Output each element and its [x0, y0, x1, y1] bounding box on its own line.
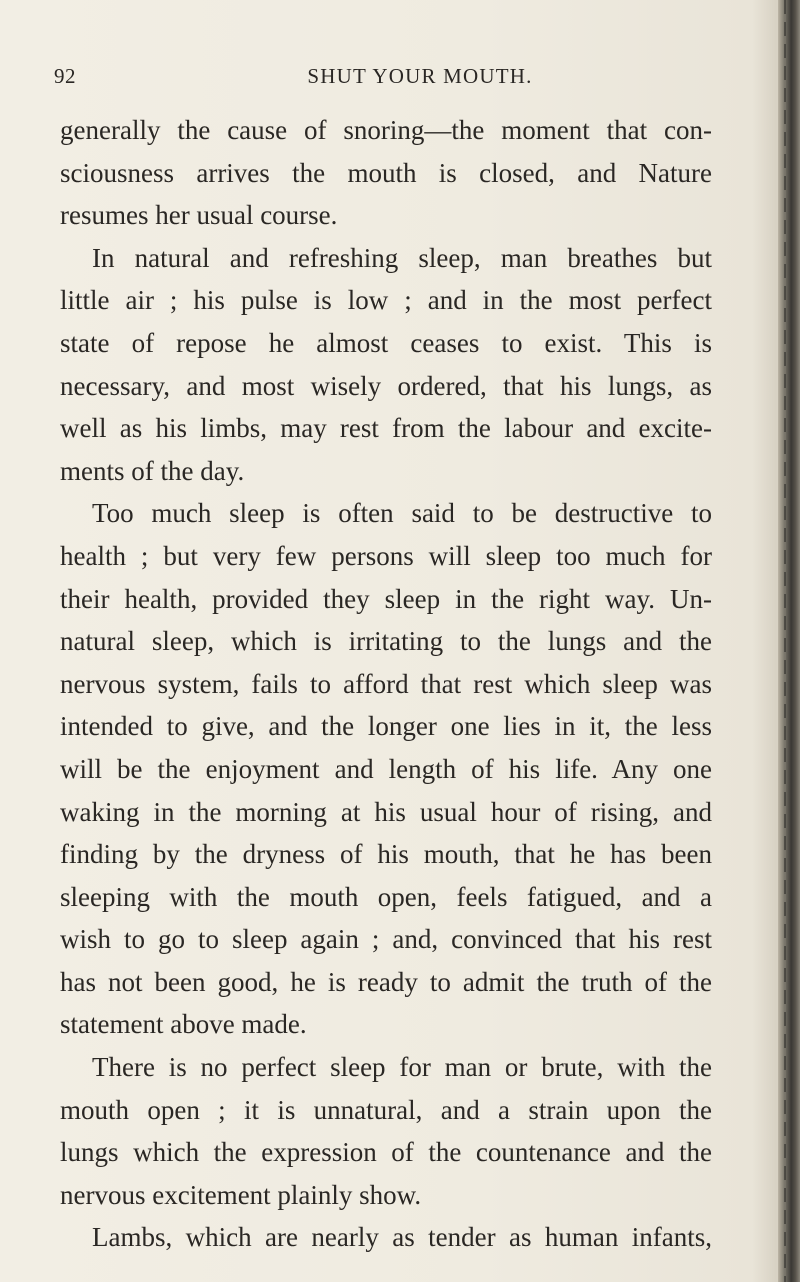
text-line: necessary, and most wisely ordered, that his lungs, as	[60, 370, 712, 401]
running-head	[54, 64, 726, 94]
text-line: In natural and refreshing sleep, man breathes but	[92, 242, 712, 273]
text-line: finding by the dryness of his mouth, that he has been	[60, 839, 712, 870]
text-line: Too much sleep is often said to be destructive to	[92, 498, 712, 529]
text-line: ments of the day.	[60, 455, 245, 486]
text-line: state of repose he almost ceases to exist. This is	[60, 327, 712, 358]
text-line: will be the enjoyment and length of his life. Any one	[60, 753, 712, 784]
text-line: waking in the morning at his usual hour of rising, and	[60, 796, 712, 827]
text-line: their health, provided they sleep in the right way. Un-	[60, 583, 712, 614]
text-line: wish to go to sleep again ; and, convinced that his rest	[60, 924, 712, 955]
text-line: well as his limbs, may rest from the labour and excite-	[60, 413, 712, 444]
body-text	[60, 109, 712, 1259]
text-line: sleeping with the mouth open, feels fatigued, and a	[60, 881, 712, 912]
text-line: intended to give, and the longer one lies in it, the less	[60, 711, 712, 742]
text-line: resumes her usual course.	[60, 200, 338, 231]
text-line: lungs which the expression of the countenance and the	[60, 1137, 712, 1168]
text-line: has not been good, he is ready to admit the truth of the	[60, 966, 712, 997]
text-line: Lambs, which are nearly as tender as human infants,	[92, 1222, 712, 1253]
text-line: natural sleep, which is irritating to the lungs and the	[60, 626, 712, 657]
text-line: nervous excitement plainly show.	[60, 1179, 422, 1210]
book-binding-edge	[778, 0, 800, 1282]
text-line: health ; but very few persons will sleep too much for	[60, 540, 712, 571]
text-line: mouth open ; it is unnatural, and a strain upon the	[60, 1094, 712, 1125]
text-line: There is no perfect sleep for man or brute, with the	[92, 1052, 712, 1083]
text-line: generally the cause of snoring—the moment that con-	[60, 115, 712, 145]
running-title: SHUT YOUR MOUTH.	[307, 64, 533, 88]
text-line: statement above made.	[60, 1009, 307, 1040]
page-number: 92	[54, 64, 76, 88]
text-line: sciousness arrives the mouth is closed, and Nature	[60, 157, 712, 188]
text-line: nervous system, fails to afford that rest which sleep was	[60, 668, 712, 699]
text-line: little air ; his pulse is low ; and in the most perfect	[60, 285, 712, 316]
